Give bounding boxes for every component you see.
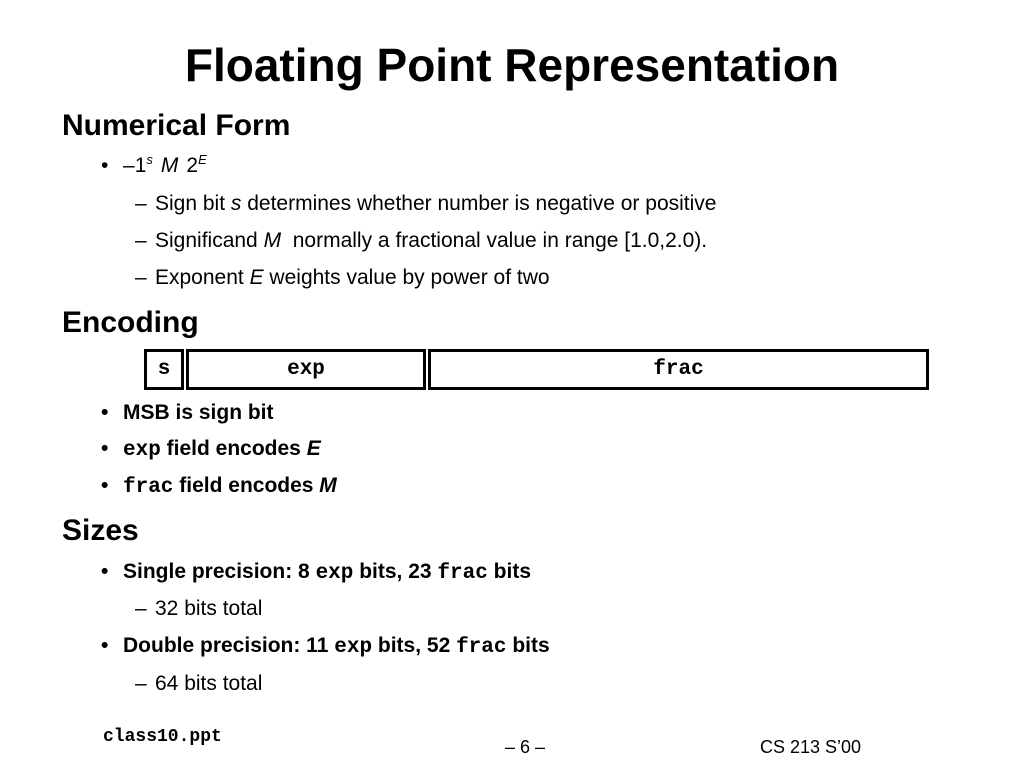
sub-item-sign-bit: [135, 191, 716, 217]
bullet-marker: •: [101, 401, 109, 424]
bullet-double-precision: [101, 633, 550, 661]
field-frac: frac: [428, 349, 929, 390]
bullet-var: E: [306, 437, 321, 460]
sub-item-text: Exponent: [155, 266, 250, 289]
formula-m: M: [160, 154, 179, 177]
formula-s-exponent: s: [146, 152, 153, 167]
dash-marker: –: [135, 672, 147, 695]
bullet-text: field encodes: [160, 437, 307, 460]
dash-marker: –: [135, 229, 147, 252]
code-frac: frac: [123, 476, 174, 499]
sub-item-text: normally a fractional value in range [1.0,2.0).: [281, 229, 708, 252]
sub-item-text: 64 bits total: [155, 672, 263, 695]
formula-minus: –: [123, 154, 135, 177]
bullet-marker: •: [101, 154, 109, 177]
code-frac: frac: [456, 636, 507, 659]
sub-item-var: E: [249, 266, 264, 289]
bullet-marker: •: [101, 634, 109, 657]
field-s: s: [144, 349, 184, 390]
code-exp: exp: [123, 439, 161, 462]
sub-item-text: Significand: [155, 229, 264, 252]
sub-item-exponent: [135, 265, 550, 291]
section-heading-encoding: Encoding: [62, 306, 199, 339]
footer-page-number: – 6 –: [505, 737, 546, 757]
bullet-single-precision: [101, 559, 531, 587]
sub-item-text: weights value by power of two: [263, 266, 550, 289]
encoding-diagram: [144, 349, 929, 390]
bullet-text: bits: [506, 634, 550, 657]
bullet-text: bits: [487, 560, 531, 583]
dash-marker: –: [135, 266, 147, 289]
bullet-marker: •: [101, 437, 109, 460]
code-exp: exp: [334, 636, 373, 659]
footer-filename: class10.ppt: [103, 727, 222, 747]
footer-course: CS 213 S’00: [760, 737, 862, 757]
bullet-marker: •: [101, 560, 109, 583]
bullet-marker: •: [101, 474, 109, 497]
sub-item-var: s: [230, 192, 242, 215]
code-frac: frac: [437, 562, 488, 585]
sub-item-64-bits: [135, 671, 262, 697]
sub-item-text: determines whether number is negative or positive: [241, 192, 717, 215]
bullet-msb: [101, 400, 274, 426]
sub-item-text: 32 bits total: [155, 597, 263, 620]
section-heading-numerical-form: Numerical Form: [62, 109, 291, 142]
formula-bullet: [101, 153, 207, 179]
bullet-text: bits, 52: [372, 634, 457, 657]
bullet-text: bits, 23: [353, 560, 438, 583]
bullet-text: Double precision: 11: [123, 634, 335, 657]
formula-one: 1: [134, 154, 147, 177]
dash-marker: –: [135, 597, 147, 620]
bullet-text: Single precision: 8: [123, 560, 316, 583]
section-heading-sizes: Sizes: [62, 514, 139, 547]
code-exp: exp: [315, 562, 354, 585]
sub-item-var: M: [263, 229, 282, 252]
bullet-frac-field: [101, 473, 337, 501]
sub-item-text: Sign bit: [155, 192, 231, 215]
bullet-text: MSB is sign bit: [123, 401, 274, 424]
sub-item-significand: [135, 228, 707, 254]
bullet-text: field encodes: [173, 474, 320, 497]
dash-marker: –: [135, 192, 147, 215]
sub-item-32-bits: [135, 596, 262, 622]
formula-e-exponent: E: [198, 152, 207, 167]
field-exp: exp: [186, 349, 426, 390]
slide-title: Floating Point Representation: [184, 39, 840, 91]
bullet-var: M: [319, 474, 337, 497]
formula-two: 2: [186, 154, 199, 177]
bullet-exp-field: [101, 436, 321, 464]
